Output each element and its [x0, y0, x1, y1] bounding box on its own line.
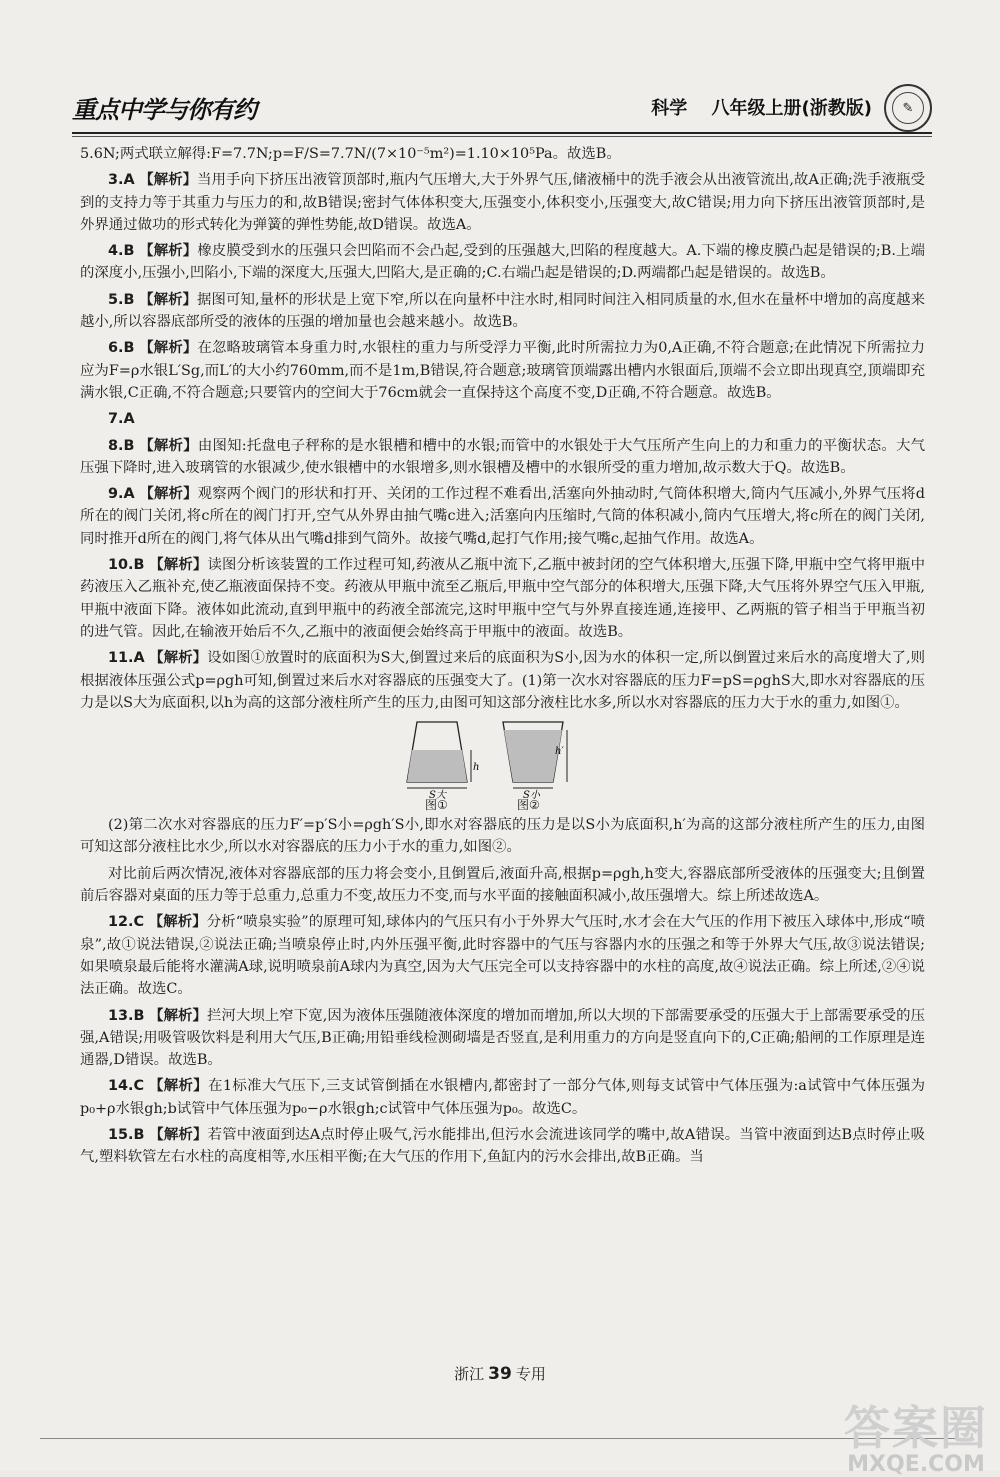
page-header — [72, 84, 932, 140]
svg-text:h′: h′ — [555, 746, 564, 758]
subject-title — [651, 94, 872, 120]
watermark-url: MXQE.COM — [847, 1452, 985, 1477]
page-footer — [0, 1363, 1000, 1384]
figure-2-caption: 图② — [517, 798, 540, 813]
container-figures — [405, 718, 585, 813]
answer-15: 15.B 【解析】若管中液面到达A点时停止吸气,污水能排出,但污水会流进该同学的嘴中,故A错误。当管中液面到达B点时停止吸气,塑料软管左右水柱的高度相等,水压相平衡;在大气压的作用下,鱼缸内的污水会排出,故B正确。当 — [80, 1126, 925, 1166]
answer-9: 9.A 【解析】观察两个阀门的形状和打开、关闭的工作过程不难看出,活塞向外抽动时,气筒体积增大,筒内气压减小,外界气压将d所在的阀门关闭,将c所在的阀门打开,空气从外界由抽气嘴c进入;活塞向内压缩时,气筒的体积减小,筒内气压增大,将c所在的阀门关闭,同时推开d所在的阀门,将气体从出气嘴d排到气筒外。故接气嘴d,起打气作用;接气嘴c,起抽气作用。故选A。 — [80, 486, 925, 547]
svg-text:S小: S小 — [523, 790, 540, 802]
answer-3: 3.A 【解析】当用手向下挤压出液管顶部时,瓶内气压增大,大于外界气压,储液桶中的洗手液会从出液管流出,故A正确;洗手液瓶受到的支持力等于其重力与压力的和,故B错误;密封气体体积变大,压强变小,体积变小,压强变大,故C错误;用力向下挤压出液管顶部时,是外界通过做功的形式转化为弹簧的弹性势能,故D错误。故选A。 — [80, 172, 926, 233]
series-logo: 重点中学与你有约 — [72, 96, 256, 124]
subject-label: 科学 — [651, 98, 688, 119]
footer-divider — [40, 1438, 970, 1439]
footer-region: 浙江 — [454, 1365, 485, 1383]
answer-6: 6.B 【解析】在忽略玻璃管本身重力时,水银柱的重力与所受浮力平衡,此时所需拉力为0,A正确,不符合题意;在此情况下所需拉力应为F=ρ水银L′Sg,而L′的大小约760mm,而不是1m,B错误,符合题意;玻璃管顶端露出槽内水银面后,顶端不会立即出现真空,顶端即充满水银,C正确,不符合题意;只要管内的空间大于76cm就会一直保持这个高度不变,D正确,不符合题意。故选B。 — [80, 340, 925, 401]
site-watermark — [844, 1392, 988, 1477]
header-divider-thin — [72, 136, 932, 137]
answer-line: 5.6N;两式联立解得:F=7.7N;p=F/S=7.7N/(7×10⁻⁵m²)=1.10×10⁵Pa。故选B。 — [80, 146, 621, 162]
watermark-logo-text: 答案圈 — [844, 1401, 988, 1455]
answer-11: 11.A 【解析】设如图①放置时的底面积为S大,倒置过来后的底面积为S小,因为水的体积一定,所以倒置过来后水的高度增大了,则根据液体压强公式p=ρgh可知,倒置过来后水对容器底的压强变大了。(1)第一次水对容器底的压力F=pS=ρghS大,即水对容器底的压力是以S大为底面积,以h为高的这部分液柱所产生的压力,由图可知这部分液柱比水多,所以水对容器底的压力大于水的重力,如图①。 — [80, 650, 925, 711]
answer-11-part3: 对比前后两次情况,液体对容器底部的压力将会变小,且倒置后,液面升高,根据p=ρgh,h变大,容器底部所受液体的压强变大;且倒置前后容器对桌面的压力等于总重力,总重力不变,故压力不变,而与水平面的接触面积减小,故压强增大。综上所述故选A。 — [80, 865, 925, 905]
footer-label: 专用 — [515, 1365, 546, 1383]
answer-8: 8.B 【解析】由图知:托盘电子秤称的是水银槽和槽中的水银;而管中的水银处于大气压所产生向上的力和重力的平衡状态。大气压强下降时,进入玻璃管的水银减少,使水银槽中的水银增多,则水银槽及槽中的水银所受的重力增加,故示数大于Q。故选B。 — [80, 437, 926, 476]
header-divider — [72, 132, 932, 134]
answer-content — [80, 143, 925, 1169]
figure-1-container — [407, 722, 479, 801]
answer-12: 12.C 【解析】分析“喷泉实验”的原理可知,球体内的气压只有小于外界大气压时,水才会在大气压的作用下被压入球体中,形成“喷泉”,故①说法错误,②说法正确;当喷泉停止时,内外压强平衡,此时容器中的气压与容器内水的压强之和等于外界大气压,故③说法错误;如果喷泉最后能将水灌满A球,说明喷泉前A球内为真空,因为大气压完全可以支持容器中的水柱的高度,故④说法正确。综上所述,②④说法正确。故选C。 — [80, 914, 925, 998]
emblem-icon: ✎ — [884, 84, 932, 132]
answer-11-part2: (2)第二次水对容器底的压力F′=p′S小=ρgh′S小,即水对容器底的压力是以S小为底面积,h′为高的这部分液柱所产生的压力,由图可知这部分液柱比水少,所以水对容器底的压力小于水的重力,如图②。 — [80, 817, 925, 856]
answer-14: 14.C 【解析】在1标准大气压下,三支试管倒插在水银槽内,都密封了一部分气体,则每支试管中气体压强为:a试管中气体压强为p₀+ρ水银gh;b试管中气体压强为p₀−ρ水银gh;c试管中气体压强为p₀。故选C。 — [80, 1078, 925, 1117]
svg-text:S大: S大 — [429, 790, 446, 802]
svg-text:h: h — [473, 762, 480, 774]
figure-2-container — [503, 722, 567, 801]
answer-10: 10.B 【解析】读图分析该装置的工作过程可知,药液从乙瓶中流下,乙瓶中被封闭的空气体积增大,压强下降,甲瓶中空气将甲瓶中药液压入乙瓶补充,使乙瓶液面保持不变。药液从甲瓶中流至乙瓶后,甲瓶中空气部分的体积增大,压强下降,大气压将外界空气压入甲瓶,甲瓶中液面下降。液体如此流动,直到甲瓶中的药液全部流完,这时甲瓶中空气与外界直接连通,连接甲、乙两瓶的管子相当于甲瓶当初的进气管。因此,在输液开始后不久,乙瓶中的液面便会始终高于甲瓶中的液面。故选B。 — [80, 557, 925, 640]
answer-13: 13.B 【解析】拦河大坝上窄下宽,因为液体压强随液体深度的增加而增加,所以大坝的下部需要承受的压强大于上部需要承受的压强,A错误;用吸管吸饮料是利用大气压,B正确;用铅垂线检测砌墙是否竖直,是利用重力的方向是竖直向下的,C正确;船闸的工作原理是连通器,D错误。故选B。 — [80, 1007, 925, 1069]
answer-7: 7.A — [108, 411, 135, 428]
answer-4: 4.B 【解析】橡皮膜受到水的压强只会凹陷而不会凸起,受到的压强越大,凹陷的程度越大。A.下端的橡皮膜凸起是错误的;B.上端的深度小,压强小,凹陷小,下端的深度大,压强大,凹陷大,是正确的;C.右端凸起是错误的;D.两端都凸起是错误的。故选B。 — [80, 243, 925, 282]
page-number: 39 — [488, 1364, 512, 1384]
answer-5: 5.B 【解析】据图可知,量杯的形状是上宽下窄,所以在向量杯中注水时,相同时间注入相同质量的水,但水在量杯中增加的高度越来越小,所以容器底部所受的液体的压强的增加量也会越来越小。故选B。 — [80, 291, 925, 331]
grade-label: 八年级上册(浙教版) — [711, 98, 872, 119]
figure-1-caption: 图① — [425, 798, 448, 813]
